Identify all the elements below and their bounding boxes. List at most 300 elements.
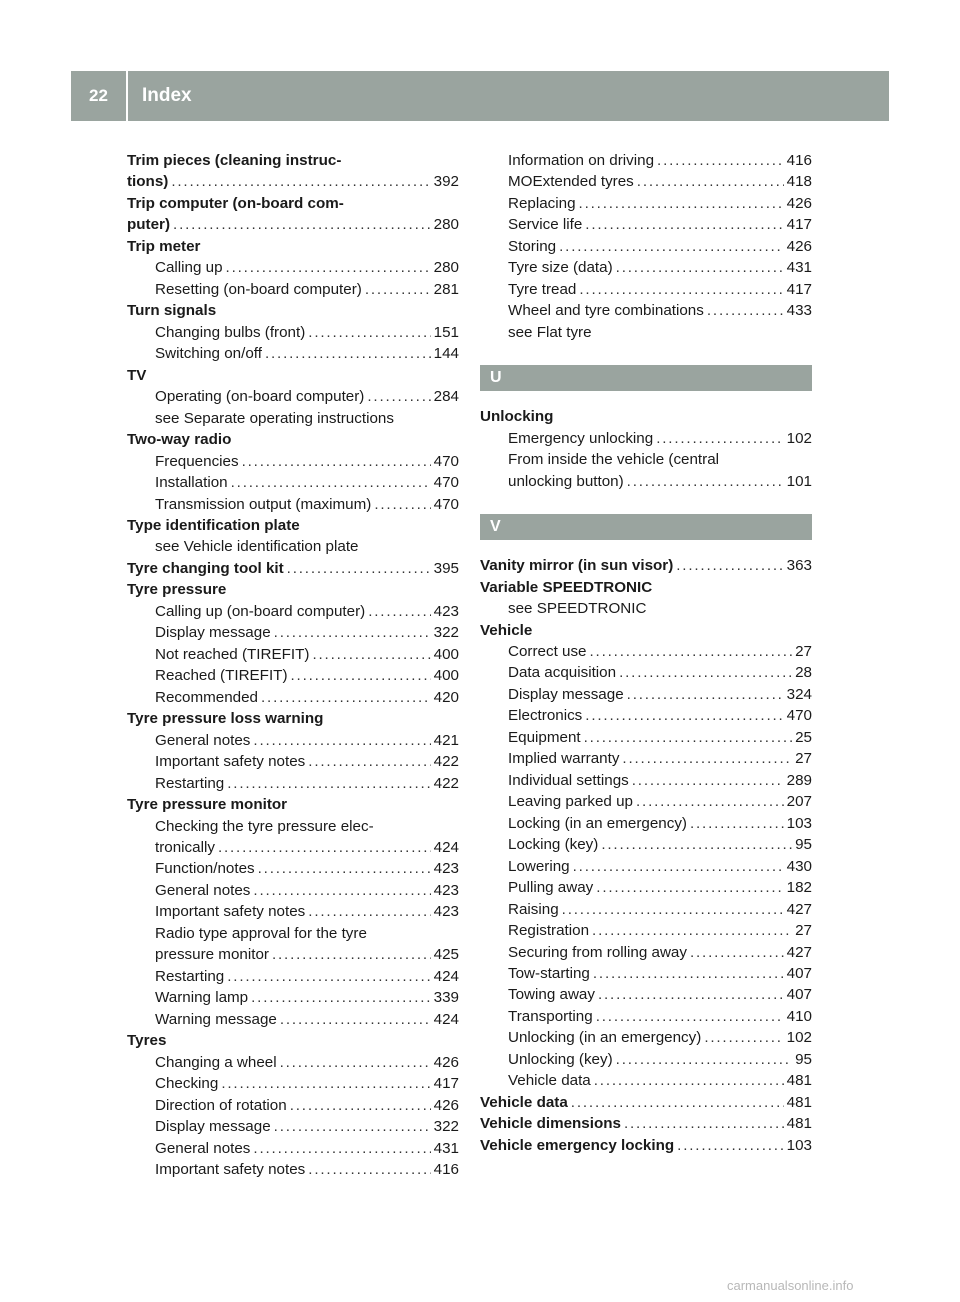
page-reference: 363 [786,557,812,575]
index-subentry [127,386,459,407]
index-heading [480,577,812,598]
dot-leader [590,641,793,662]
page-reference: 426 [786,194,812,212]
entry-text: From inside the vehicle (central [508,451,720,469]
index-subentry [480,662,812,683]
page-reference: 280 [433,216,459,234]
page-reference: 103 [786,1136,812,1154]
entry-text: puter) [127,216,171,234]
entry-text: Registration [508,922,590,940]
index-subentry [127,1009,459,1030]
entry-text: Tyre tread [508,280,577,298]
dot-leader [616,1049,792,1070]
page-reference: 418 [786,173,812,191]
page-reference: 417 [786,280,812,298]
index-subentry [480,834,812,855]
index-heading [127,708,459,729]
entry-text: Replacing [508,194,576,212]
page-reference: 422 [433,774,459,792]
dot-leader [584,727,792,748]
dot-leader [596,1006,784,1027]
page-reference: 28 [795,664,812,682]
page-reference: 417 [433,1075,459,1093]
index-heading [127,1030,459,1051]
entry-text: see SPEEDTRONIC [508,600,647,618]
entry-text: Transmission output (maximum) [155,495,372,513]
entry-text: Tyre changing tool kit [127,559,284,577]
index-subentry [480,322,812,343]
page-reference: 322 [433,624,459,642]
page-reference: 470 [433,495,459,513]
index-subentry [127,944,459,965]
page-reference: 431 [786,259,812,277]
entry-text: Restarting [155,967,225,985]
dot-leader [594,1070,784,1091]
dot-leader [365,279,431,300]
index-subentry [127,880,459,901]
dot-leader [287,558,431,579]
index-subentry [480,641,812,662]
index-heading [127,300,459,321]
dot-leader [690,813,784,834]
entry-text: Variable SPEEDTRONIC [480,578,653,596]
index-heading [480,1092,812,1113]
dot-leader [226,257,431,278]
dot-leader [312,644,430,665]
page-reference: 423 [433,881,459,899]
index-subentry [127,408,459,429]
dot-leader [619,662,792,683]
entry-text: Locking (key) [508,836,599,854]
page-reference: 421 [433,731,459,749]
dot-leader [636,791,784,812]
dot-leader [265,343,431,364]
index-subentry [127,687,459,708]
dot-leader [676,555,783,576]
page-reference: 322 [433,1118,459,1136]
dot-leader [368,601,430,622]
entry-text: Reached (TIREFIT) [155,667,288,685]
entry-text: tronically [155,839,215,856]
entry-text: Pulling away [508,879,594,897]
dot-leader [573,856,784,877]
dot-leader [616,257,784,278]
entry-text: Trim pieces (cleaning instruc- [127,152,342,169]
dot-leader [171,171,430,192]
dot-leader [290,1095,431,1116]
index-subentry [480,428,812,449]
page-reference: 103 [786,814,812,832]
dot-leader [274,1116,431,1137]
dot-leader [579,279,783,300]
index-subentry [127,472,459,493]
index-subentry [480,877,812,898]
index-subentry [127,923,459,944]
dot-leader [598,984,784,1005]
page-reference: 95 [795,1050,812,1068]
entry-text: Switching on/off [155,345,262,363]
index-subentry [127,343,459,364]
entry-text: Tyre pressure loss warning [127,710,324,728]
entry-text: Important safety notes [155,903,306,921]
index-subentry [127,257,459,278]
page-reference: 430 [786,857,812,875]
index-subentry [480,791,812,812]
entry-text: Vanity mirror (in sun visor) [480,557,674,575]
watermark: carmanualsonline.info [727,1278,854,1293]
index-subentry [127,451,459,472]
section-gap [480,540,812,555]
index-heading [127,150,459,171]
page-reference: 416 [786,152,812,169]
index-heading [127,193,459,214]
page-reference: 426 [786,237,812,255]
index-subentry [480,300,812,321]
dot-leader [218,837,431,858]
page-reference: 433 [786,302,812,320]
entry-text: unlocking button) [508,472,624,490]
dot-leader [221,1073,430,1094]
page-reference: 470 [433,474,459,492]
index-subentry [480,1027,812,1048]
entry-text: Vehicle dimensions [480,1115,621,1133]
dot-leader [231,472,431,493]
entry-text: Function/notes [155,860,255,878]
page-reference: 422 [433,753,459,771]
entry-text: Unlocking (key) [508,1050,613,1068]
entry-text: MOExtended tyres [508,173,634,191]
entry-text: Lowering [508,857,570,875]
entry-text: Correct use [508,642,587,660]
index-subentry [480,963,812,984]
entry-text: Display message [155,1118,271,1136]
page-reference: 27 [795,922,812,940]
entry-text: Vehicle data [508,1072,591,1090]
dot-leader [627,471,784,492]
entry-text: Operating (on-board computer) [155,388,365,406]
index-subentry [127,1095,459,1116]
dot-leader [227,966,430,987]
entry-text: Warning message [155,1010,277,1028]
dot-leader [173,214,431,235]
page-reference: 151 [433,323,459,341]
page-reference: 427 [786,943,812,961]
dot-leader [656,428,783,449]
dot-leader [559,236,784,257]
page-reference: 395 [433,559,459,577]
entry-text: Changing a wheel [155,1053,277,1071]
index-subentry [480,984,812,1005]
index-heading [480,1113,812,1134]
dot-leader [657,150,784,171]
index-heading [127,365,459,386]
index-subentry [480,1006,812,1027]
index-subentry [480,236,812,257]
index-heading [127,558,459,579]
index-subentry [480,770,812,791]
dot-leader [571,1092,784,1113]
dot-leader [374,494,430,515]
index-subentry [127,1138,459,1159]
page-reference: 481 [786,1072,812,1090]
index-subentry [480,471,812,492]
dot-leader [291,665,431,686]
dot-leader [677,1135,784,1156]
entry-text: TV [127,366,147,384]
entry-text: Important safety notes [155,1161,306,1179]
index-subentry [127,644,459,665]
page-reference: 25 [795,728,812,746]
entry-text: Tyre pressure monitor [127,796,288,814]
index-subentry [127,1116,459,1137]
dot-leader [308,751,430,772]
index-subentry [480,684,812,705]
index-subentry [480,449,812,470]
entry-text: Electronics [508,707,583,725]
page-reference: 281 [433,280,459,298]
dot-leader [272,944,431,965]
page-number: 22 [89,86,108,105]
dot-leader [253,880,430,901]
index-subentry [480,1070,812,1091]
entry-text: Unlocking (in an emergency) [508,1029,702,1047]
index-subentry [480,171,812,192]
entry-text: Frequencies [155,452,239,470]
page-reference: 400 [433,645,459,663]
index-subentry [480,598,812,619]
index-heading [480,620,812,641]
dot-leader [593,963,784,984]
index-subentry [127,665,459,686]
index-heading [480,1135,812,1156]
entry-text: see Vehicle identification plate [155,538,359,556]
index-subentry [127,279,459,300]
index-heading [480,406,812,427]
index-subentry [480,193,812,214]
index-subentry [127,730,459,751]
entry-text: Securing from rolling away [508,943,687,961]
dot-leader [227,773,430,794]
entry-text: Tyre pressure [127,581,227,599]
page-reference: 95 [795,836,812,854]
dot-leader [261,687,431,708]
entry-text: Recommended [155,688,258,706]
entry-text: Towing away [508,986,595,1004]
entry-text: Trip computer (on-board com- [127,194,344,212]
page-reference: 410 [786,1007,812,1025]
index-heading [127,236,459,257]
page-title: Index [142,85,192,106]
index-subentry [480,727,812,748]
entry-text: Data acquisition [508,664,617,682]
index-subentry [480,214,812,235]
index-subentry [127,987,459,1008]
entry-text: General notes [155,881,251,899]
dot-leader [308,1159,430,1180]
dot-leader [258,858,431,879]
index-subentry [480,899,812,920]
page-reference: 400 [433,667,459,685]
dot-leader [627,684,784,705]
page-reference: 423 [433,602,459,620]
dot-leader [242,451,431,472]
index-subentry [127,494,459,515]
dot-leader [308,322,430,343]
page-reference: 481 [786,1115,812,1133]
page-reference: 431 [433,1139,459,1157]
dot-leader [585,214,783,235]
page-reference: 207 [786,793,812,811]
page-reference: 407 [786,965,812,982]
index-heading [127,214,459,235]
dot-leader [585,705,783,726]
index-subentry [127,837,459,858]
entry-text: Service life [508,216,583,234]
page-reference: 417 [786,216,812,234]
page-reference: 27 [795,750,812,768]
entry-text: Tow-starting [508,965,590,982]
dot-leader [251,987,431,1008]
entry-text: Information on driving [508,152,655,169]
dot-leader [690,942,784,963]
entry-text: Unlocking [480,408,554,426]
entry-text: see Separate operating instructions [155,409,394,427]
index-subentry [127,751,459,772]
page-reference: 427 [786,900,812,918]
entry-text: Two-way radio [127,431,232,449]
entry-text: Raising [508,900,559,918]
page-reference: 424 [433,1010,459,1028]
page-reference: 324 [786,685,812,703]
entry-text: Direction of rotation [155,1096,287,1114]
section-letter-v: V [480,514,812,540]
entry-text: Calling up [155,259,223,277]
page-reference: 284 [433,388,459,406]
dot-leader [601,834,792,855]
page-reference: 423 [433,903,459,921]
dot-leader [704,1027,783,1048]
entry-text: Turn signals [127,302,217,320]
entry-text: Display message [508,685,624,703]
page-reference: 392 [433,173,459,191]
index-subentry [480,856,812,877]
index-subentry [127,1159,459,1180]
page-header [71,71,889,121]
index-subentry [480,748,812,769]
page-reference: 280 [433,259,459,277]
page-reference: 470 [433,452,459,470]
entry-text: tions) [127,173,169,191]
entry-text: Not reached (TIREFIT) [155,645,310,663]
page-reference: 182 [786,879,812,897]
index-heading [127,515,459,536]
index-subentry [127,858,459,879]
dot-leader [253,730,430,751]
page-reference: 407 [786,986,812,1004]
entry-text: Leaving parked up [508,793,633,811]
index-subentry [127,966,459,987]
entry-text: Display message [155,624,271,642]
index-subentry [480,279,812,300]
entry-text: Warning lamp [155,989,249,1007]
dot-leader [280,1009,431,1030]
entry-text: see Flat tyre [508,323,592,341]
page-reference: 102 [786,1029,812,1047]
page-reference: 424 [433,839,459,856]
entry-text: Transporting [508,1007,593,1025]
index-subentry [127,1073,459,1094]
entry-text: Vehicle [480,621,533,639]
entry-text: Individual settings [508,771,629,789]
entry-text: Changing bulbs (front) [155,323,306,341]
index-subentry [480,813,812,834]
dot-leader [622,748,792,769]
dot-leader [707,300,784,321]
index-subentry [127,901,459,922]
dot-leader [367,386,430,407]
dot-leader [624,1113,784,1134]
entry-text: Tyre size (data) [508,259,613,277]
entry-text: Wheel and tyre combinations [508,302,704,320]
index-subentry [127,322,459,343]
entry-text: Calling up (on-board computer) [155,602,366,620]
entry-text: Resetting (on-board computer) [155,280,362,298]
page-reference: 425 [433,946,459,964]
entry-text: Locking (in an emergency) [508,814,687,832]
index-heading [127,171,459,192]
index-subentry [480,920,812,941]
index-column-left [127,150,459,1181]
entry-text: Implied warranty [508,750,620,768]
index-heading [127,579,459,600]
page-reference: 289 [786,771,812,789]
index-heading [127,794,459,815]
page-reference: 102 [786,429,812,447]
entry-text: Vehicle data [480,1093,568,1111]
dot-leader [579,193,784,214]
entry-text: Tyres [127,1032,167,1050]
entry-text: Restarting [155,774,225,792]
dot-leader [596,877,783,898]
dot-leader [274,622,431,643]
index-subentry [127,536,459,557]
index-subentry [480,1049,812,1070]
index-subentry [480,150,812,171]
entry-text: Vehicle emergency locking [480,1136,675,1154]
page-reference: 424 [433,967,459,985]
dot-leader [308,901,430,922]
index-column-right [480,150,812,1156]
page-reference: 27 [795,642,812,660]
section-letter-u: U [480,365,812,391]
dot-leader [562,899,784,920]
dot-leader [632,770,784,791]
index-subentry [480,942,812,963]
page-reference: 101 [786,472,812,490]
entry-text: Type identification plate [127,516,300,534]
section-gap [480,492,812,514]
page-reference: 420 [433,688,459,706]
index-heading [480,555,812,576]
index-subentry [127,622,459,643]
entry-text: Checking [155,1075,219,1093]
page-reference: 339 [433,989,459,1007]
entry-text: Radio type approval for the tyre [155,924,367,942]
page-reference: 144 [433,345,459,363]
index-heading [127,429,459,450]
entry-text: Checking the tyre pressure elec- [155,817,374,835]
entry-text: pressure monitor [155,946,269,964]
